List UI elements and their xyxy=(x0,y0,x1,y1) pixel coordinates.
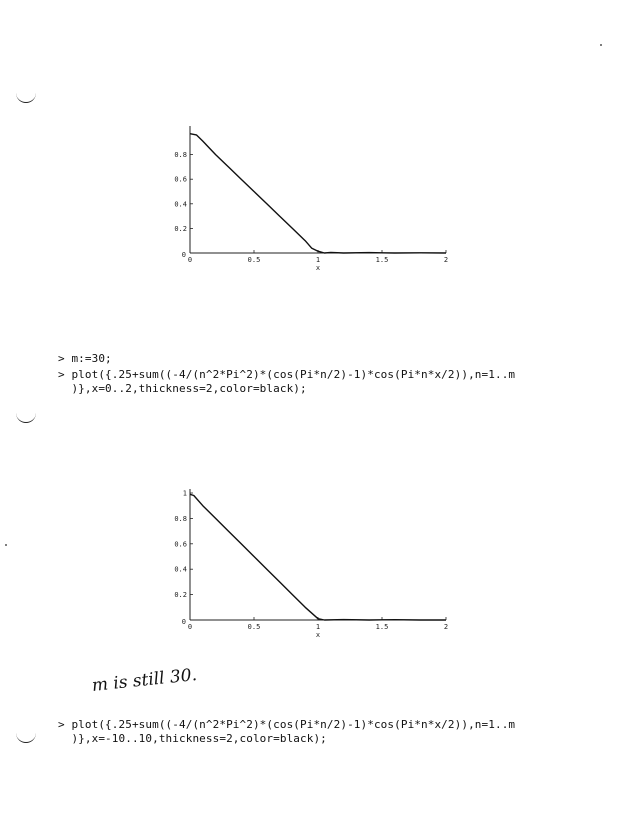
series-line xyxy=(190,134,446,253)
x-tick-label: 0 xyxy=(187,256,193,264)
x-axis-label: x xyxy=(315,264,321,272)
series-line xyxy=(190,494,446,620)
y-tick-label: 0.4 xyxy=(174,565,187,574)
x-tick-label: 1 xyxy=(315,256,321,264)
x-axis-label: x xyxy=(315,631,321,639)
y-tick-label: 0.4 xyxy=(174,200,187,209)
y-tick-label: 0.6 xyxy=(174,540,187,549)
y-tick-label: 0.6 xyxy=(174,175,187,184)
group-bracket-3 xyxy=(16,732,36,743)
y-tick-label: 0.8 xyxy=(174,151,187,160)
y-tick-label: 0.2 xyxy=(174,224,187,233)
group-bracket-2 xyxy=(16,412,36,423)
command-plot2-line1[interactable]: > plot({.25+sum((-4/(n^2*Pi^2)*(cos(Pi*n/2)-1)*cos(Pi*n*x/2)),n=1..m xyxy=(58,718,516,731)
handwritten-note: m is still 30. xyxy=(90,665,198,696)
x-tick-label: 0 xyxy=(187,623,193,631)
x-tick-label: 1.5 xyxy=(375,256,389,264)
x-tick-label: 0.5 xyxy=(247,623,261,631)
x-tick-label: 0.5 xyxy=(247,256,261,264)
command-m-assign[interactable]: > m:=30; xyxy=(58,352,112,365)
y-tick-label: 0.8 xyxy=(174,514,187,523)
y-tick-label: 0.2 xyxy=(174,591,187,600)
x-tick-label: 2 xyxy=(443,256,449,264)
group-bracket-1 xyxy=(16,92,36,103)
x-tick-label: 1 xyxy=(315,623,321,631)
command-plot2-line2[interactable]: )},x=-10..10,thickness=2,color=black); xyxy=(58,732,327,745)
x-tick-label: 2 xyxy=(443,623,449,631)
scan-speck xyxy=(600,44,602,46)
origin-label: 0 xyxy=(181,251,186,259)
origin-label: 0 xyxy=(181,618,186,626)
x-tick-label: 1.5 xyxy=(375,623,389,631)
command-plot1-line1[interactable]: > plot({.25+sum((-4/(n^2*Pi^2)*(cos(Pi*n/2)-1)*cos(Pi*n*x/2)),n=1..m xyxy=(58,368,516,381)
y-tick-label: 1 xyxy=(182,489,187,498)
command-plot1-line2[interactable]: )},x=0..2,thickness=2,color=black); xyxy=(58,382,307,395)
scan-speck xyxy=(5,544,7,546)
